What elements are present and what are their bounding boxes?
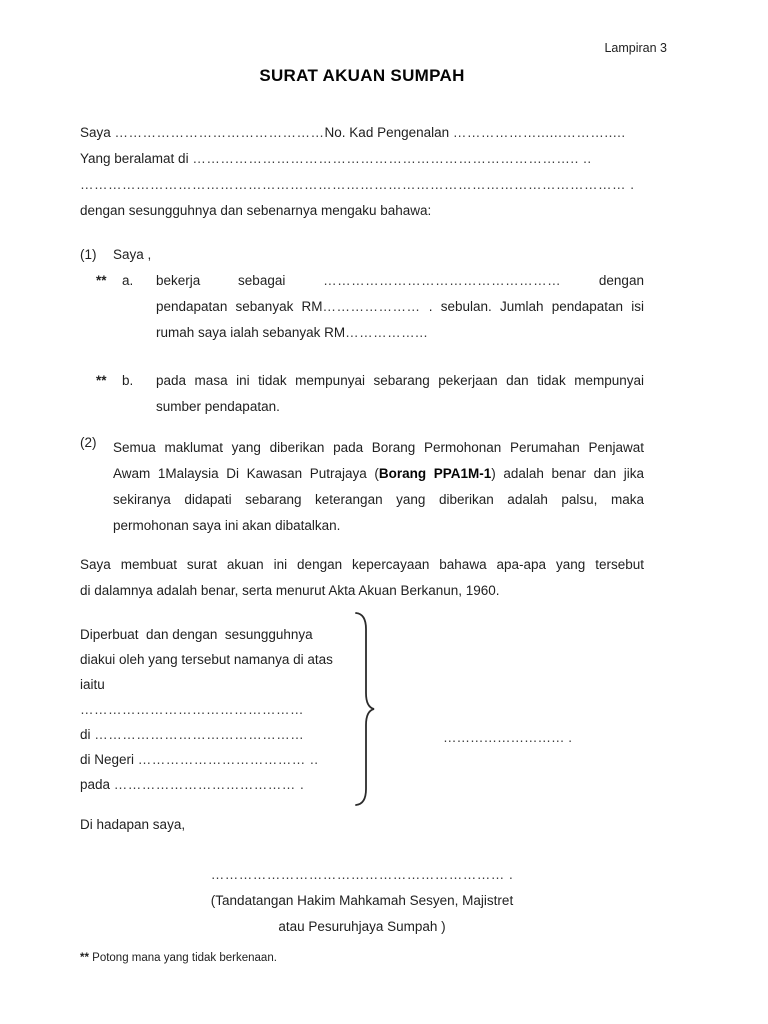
declarant-name-dotted-field: …………………………………………	[80, 702, 304, 717]
item-a-income-pre: pendapatan sebanyak RM	[156, 299, 323, 314]
monthly-income-dotted-field: …………………	[322, 299, 421, 314]
occupation-dotted-field: ……………………………………………	[323, 273, 562, 288]
item-a-letter: a.	[122, 273, 134, 288]
address-dotted-field-2: ……………………………………………………………………………………………………… .	[80, 177, 635, 192]
state-dotted-field: ……………………………… ..	[137, 752, 319, 767]
clause-2-body	[113, 435, 644, 539]
attestation-line-2: diakui oleh yang tersebut namanya di atas	[80, 652, 333, 667]
declarant-signature-dotted-field: ……………………… .	[443, 730, 573, 745]
page-title: SURAT AKUAN SUMPAH	[259, 66, 465, 85]
name-dotted-field: ………………………………………	[114, 125, 325, 140]
item-b-line-1: pada masa ini tidak mempunyai sebarang pekerjaan dan tidak mempunyai	[156, 373, 644, 388]
address-dotted-field-1: ……………………………………………………………………….. ..	[192, 151, 592, 166]
closing-line-1: Saya membuat surat akuan ini dengan kepercayaan bahawa apa-apa yang tersebut	[80, 557, 644, 572]
footnote-marker: **	[80, 952, 89, 964]
household-income-dotted-field: ……………...	[345, 325, 428, 340]
clause-2-line-4: permohonan saya ini akan dibatalkan.	[113, 518, 341, 533]
clause-2-line-1: Semua maklumat yang diberikan pada Borang Permohonan Perumahan Penjawat	[113, 440, 644, 455]
saya-label: Saya	[80, 125, 111, 140]
item-a-body	[156, 268, 644, 346]
item-b-line-2: sumber pendapatan.	[156, 399, 280, 414]
clause-1-heading	[80, 242, 644, 268]
witness-caption-line-1: (Tandatangan Hakim Mahkamah Sesyen, Majistret	[210, 893, 514, 908]
witness-caption-line-2: atau Pesuruhjaya Sumpah )	[278, 919, 446, 934]
item-a-income-line	[156, 294, 644, 320]
borang-ppa1m-1-bold-text: Borang PPA1M-1	[378, 466, 492, 481]
attestation-line-3: iaitu	[80, 677, 105, 692]
address-label: Yang beralamat di	[80, 151, 189, 166]
state-label: di Negeri	[80, 752, 138, 767]
item-a-occupation-pre: bekerja sebagai	[156, 273, 286, 288]
item-b-letter: b.	[122, 373, 134, 388]
item-a-income-post: . sebulan. Jumlah pendapatan isi	[428, 299, 644, 314]
clause-2	[80, 435, 644, 539]
clause-2-line-2-pre: Awam 1Malaysia Di Kawasan Putrajaya (	[113, 466, 379, 481]
curly-brace-decoration	[352, 611, 378, 807]
closing-line-2: di dalamnya adalah benar, serta menurut Akta Akuan Berkanun, 1960.	[80, 583, 500, 598]
attestation-line-1: Diperbuat dan dengan sesungguhnya	[80, 627, 313, 642]
date-label: pada	[80, 777, 114, 792]
clause-2-line-2	[113, 461, 644, 487]
place-dotted-field: ………………………………………	[94, 727, 305, 742]
clause-1-heading-text: Saya ,	[113, 247, 152, 262]
intro-section	[80, 120, 644, 224]
closing-statement	[80, 552, 644, 604]
witness-signature-dotted-field: ……………………………………………………… .	[210, 867, 514, 882]
clause-2-number: (2)	[80, 435, 97, 450]
ic-number-dotted-field: ………………......……….....	[452, 125, 626, 140]
witness-signature-block	[80, 862, 644, 940]
clause-1-item-b	[80, 368, 644, 420]
item-b-body	[156, 368, 644, 420]
intro-line-address	[80, 146, 644, 172]
item-a-household-pre: rumah saya ialah sebanyak RM	[156, 325, 346, 340]
item-a-occupation-post: dengan	[598, 273, 644, 288]
intro-line-address-2	[80, 172, 644, 198]
intro-line-declaration-lead: dengan sesungguhnya dan sebenarnya mengaku bahawa:	[80, 203, 432, 218]
ic-label: No. Kad Pengenalan	[324, 125, 450, 140]
annex-label: Lampiran 3	[604, 41, 667, 55]
clause-1-number: (1)	[80, 247, 97, 262]
item-b-strike-marker: **	[96, 373, 107, 388]
item-a-occupation-line	[156, 268, 644, 294]
footnote	[80, 950, 644, 966]
footnote-text: Potong mana yang tidak berkenaan.	[88, 952, 277, 964]
intro-line-identity	[80, 120, 644, 146]
item-a-strike-marker: **	[96, 273, 107, 288]
clause-2-line-2-post: ) adalah benar dan jika	[491, 466, 644, 481]
attestation-block	[80, 622, 644, 797]
witness-lead-text: Di hadapan saya,	[80, 817, 186, 832]
place-label: di	[80, 727, 95, 742]
date-dotted-field: ………………………………… .	[113, 777, 305, 792]
clause-2-line-3: sekiranya didapati sebarang keterangan yang diberikan adalah palsu, maka	[113, 492, 644, 507]
clause-1-item-a	[80, 268, 644, 346]
item-a-household-line	[156, 320, 644, 346]
